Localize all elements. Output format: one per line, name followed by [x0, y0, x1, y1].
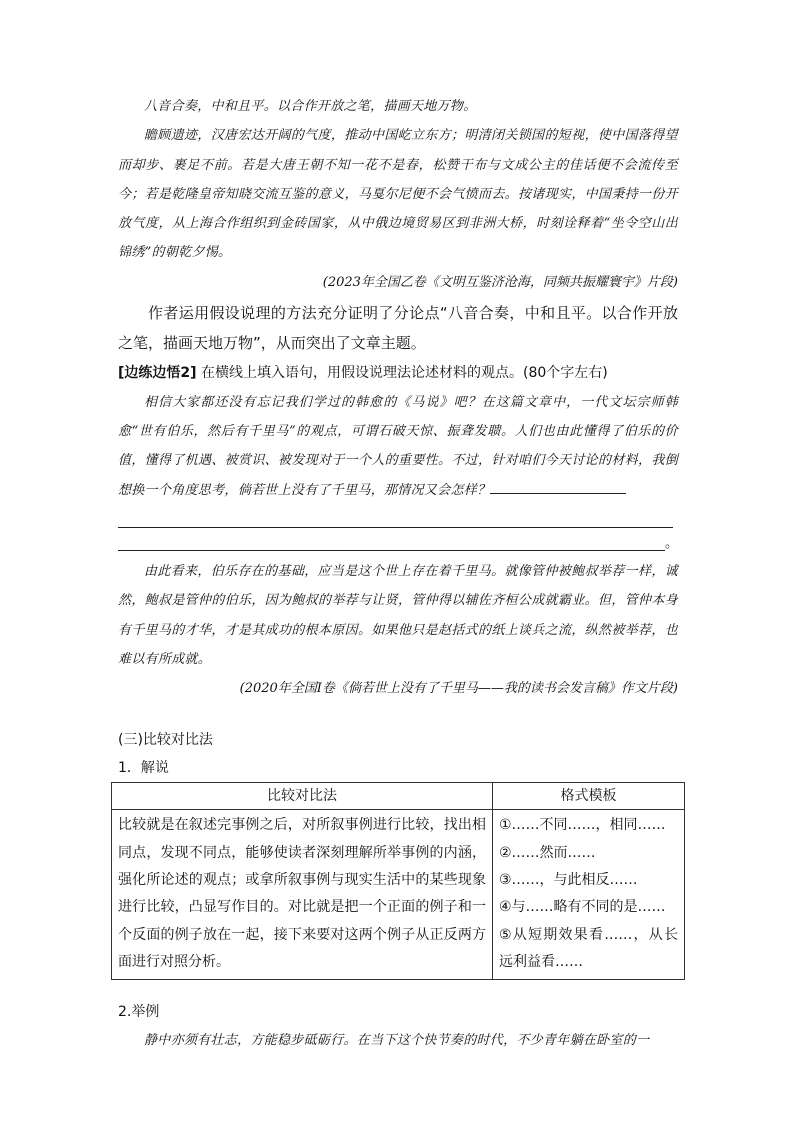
- template-item-1: ①……不同……，相同……: [498, 817, 666, 834]
- example-start: 静中亦须有壮志，方能稳步砥砺行。在当下这个快节奏的时代，不少青年躺在卧室的一: [144, 1032, 650, 1048]
- template-item-2: ②……然而……: [498, 844, 596, 861]
- table-header-method: 比较对比法: [112, 783, 493, 810]
- table-templates: [492, 810, 684, 979]
- answer-blank-line-2[interactable]: [118, 528, 665, 551]
- exercise-source: (2020年全国Ⅰ卷《倘若世上没有了千里马——我的读书会发言稿》作文片段): [239, 681, 678, 697]
- answer-blank-inline[interactable]: [490, 479, 626, 494]
- exercise-para2: 由此看来，伯乐存在的基础，应当是这个世上存在着千里马。就像管仲被鲍叔举荐一样，诚然，鲍叔是管仲的伯乐，因为鲍叔的举荐与让贤，管仲得以辅佐齐桓公成就霸业。但，管仲本身有千里马的才华，才是其成功的根本原因。如果他只是赵括式的纸上谈兵之流，纵然被举荐，也难以有所成就。: [118, 563, 678, 667]
- section3-sub1: 1．解说: [118, 760, 169, 777]
- table-explanation: 比较就是在叙述完事例之后，对所叙事例进行比较，找出相同点，发现不同点，能够使读者深刻理解所举事例的内涵，强化所论述的观点；或拿所叙事例与现实生活中的某些现象进行比较，凸显写作目的。对比就是把一个正面的例子和一个反面的例子放在一起，接下来要对这两个例子从正反两方面进行对照分析。: [112, 810, 493, 979]
- passage1-para1: 八音合奏，中和且平。以合作开放之笔，描画天地万物。: [144, 99, 477, 114]
- answer-blank-line-1[interactable]: [118, 505, 673, 528]
- analysis-text: 作者运用假设说理的方法充分证明了分论点“八音合奏，中和且平。以合作开放之笔，描画天地万物”，从而突出了文章主题。: [118, 303, 678, 352]
- table-header-template: 格式模板: [492, 783, 684, 810]
- method-table: [111, 782, 685, 979]
- exercise-para1-text: 相信大家都还没有忘记我们学过的韩愈的《马说》吧？在这篇文章中，一代文坛宗师韩愈“世有伯乐，然后有千里马”的观点，可谓石破天惊、振聋发聩。人们也由此懂得了伯乐的价值，懂得了机遇、被赏识、被发现对于一个人的重要性。不过，针对咱们今天讨论的材料，我倒想换一个角度思考，倘若世上没有了千里马，那情况又会怎样？: [118, 394, 678, 498]
- exercise-task: [118, 358, 678, 388]
- exercise-para1: [118, 388, 678, 505]
- exercise-instruction: 在横线上填入语句，用假设说理法论述材料的观点。(80个字左右): [201, 364, 608, 381]
- document-page: [118, 92, 678, 1055]
- passage1-para2: 瞻顾遗迹，汉唐宏达开阔的气度，推动中国屹立东方；明清闭关锁国的短视，使中国落得望而却步、裹足不前。若是大唐王朝不知一花不是春，松赞干布与文成公主的佳话便不会流传至今；若是乾隆皇帝知晓交流互鉴的意义，马戛尔尼便不会气愤而去。按诸现实，中国秉持一份开放气度，从上海合作组织到金砖国家，从中俄边境贸易区到非洲大桥，时刻诠释着“坐令空山出锦绣”的朝乾夕惕。: [118, 128, 678, 261]
- passage1-source: (2023年全国乙卷《文明互鉴济沧海，同频共振耀寰宇》片段): [322, 274, 678, 290]
- template-item-4: ④与……略有不同的是……: [498, 899, 666, 916]
- section3-sub2: 2.举例: [118, 1003, 160, 1020]
- template-item-5: ⑤从短期效果看……，从长远利益看……: [498, 926, 678, 971]
- answer-end-mark: 。: [664, 535, 678, 551]
- table-header-row: [112, 783, 685, 810]
- exercise-tag: [边练边悟2]: [118, 364, 197, 381]
- template-item-3: ③……，与此相反……: [498, 871, 638, 888]
- table-row: [112, 810, 685, 979]
- answer-blank-line-2-row: [118, 528, 678, 551]
- section3-title: (三)比较对比法: [118, 732, 213, 749]
